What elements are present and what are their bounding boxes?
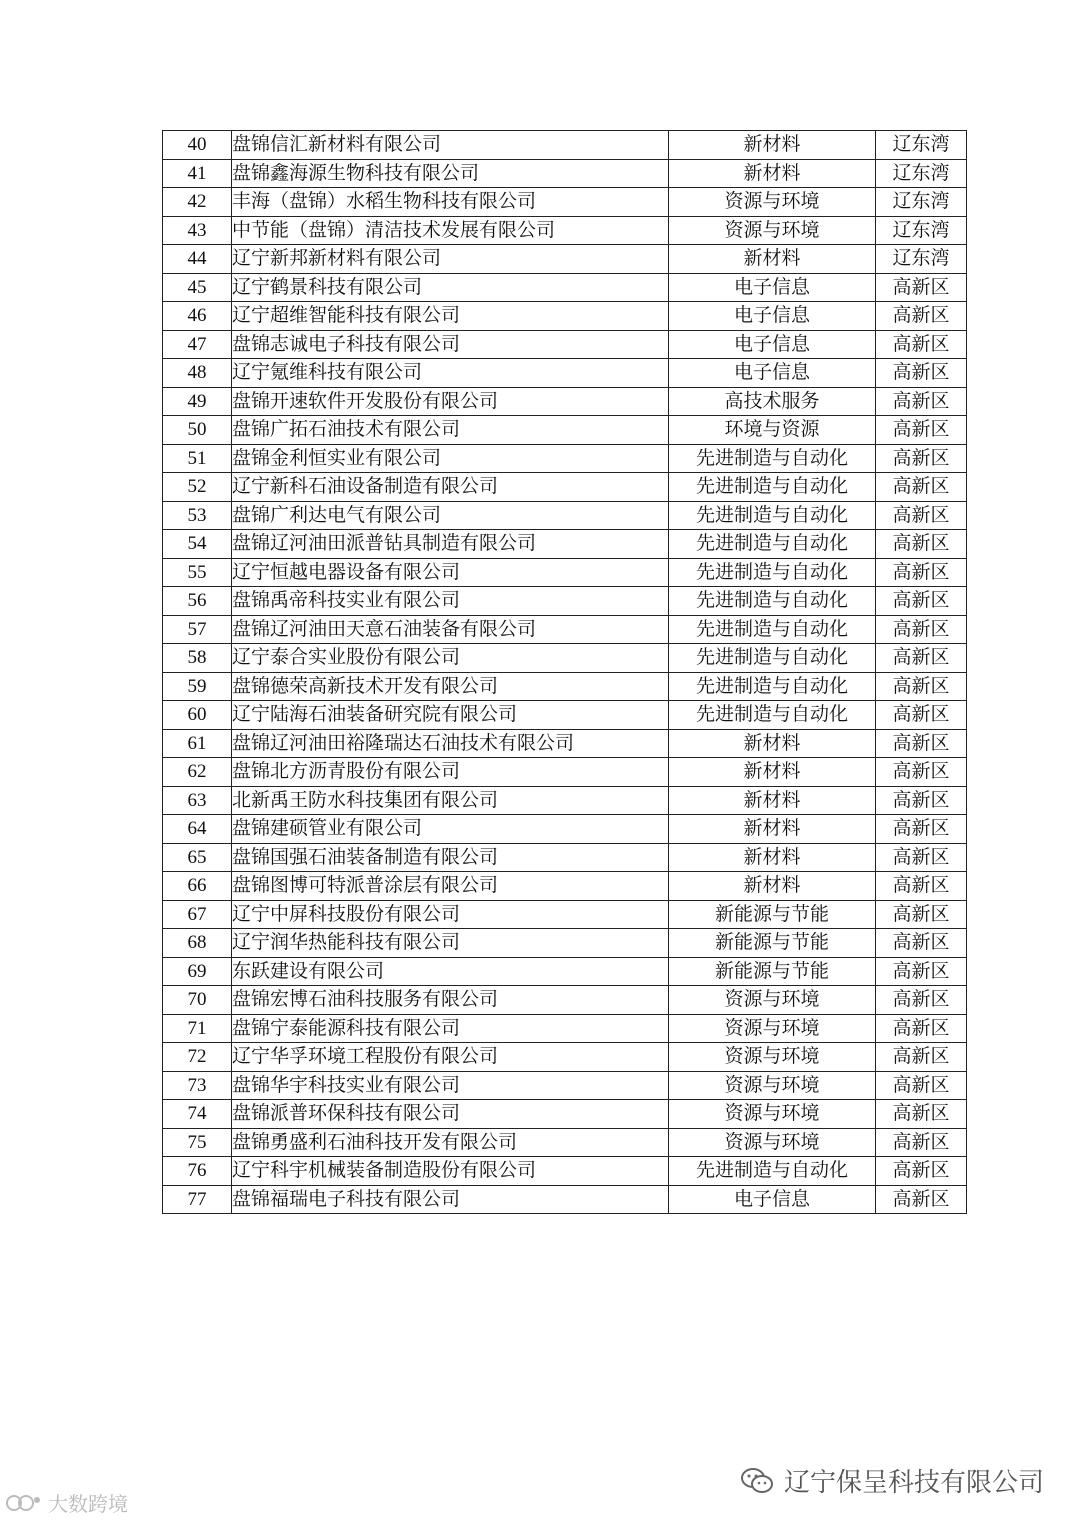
table-row [163,359,967,388]
table-row [163,473,967,502]
row-number-cell: 51 [163,444,232,473]
company-name-cell: 盘锦图博可特派普涂层有限公司 [232,872,669,901]
table-row [163,302,967,331]
watermark-left [4,1488,128,1517]
company-name-cell: 辽宁泰合实业股份有限公司 [232,644,669,673]
company-name-cell: 盘锦禹帝科技实业有限公司 [232,587,669,616]
table-row [163,786,967,815]
watermark-right [740,1462,1044,1499]
zone-cell: 高新区 [876,644,967,673]
zone-cell: 辽东湾 [876,245,967,274]
table-row [163,815,967,844]
row-number-cell: 43 [163,216,232,245]
table-row [163,1128,967,1157]
company-name-cell: 盘锦福瑞电子科技有限公司 [232,1185,669,1214]
company-name-cell: 辽宁新邦新材料有限公司 [232,245,669,274]
company-name-cell: 盘锦华宇科技实业有限公司 [232,1071,669,1100]
zone-cell: 辽东湾 [876,188,967,217]
row-number-cell: 46 [163,302,232,331]
company-name-cell: 盘锦德荣高新技术开发有限公司 [232,672,669,701]
company-name-cell: 盘锦辽河油田裕隆瑞达石油技术有限公司 [232,729,669,758]
company-name-cell: 辽宁鹤景科技有限公司 [232,273,669,302]
company-name-cell: 盘锦开速软件开发股份有限公司 [232,387,669,416]
table-row [163,1157,967,1186]
zone-cell: 辽东湾 [876,159,967,188]
zone-cell: 高新区 [876,1100,967,1129]
row-number-cell: 71 [163,1014,232,1043]
wechat-icon [740,1467,774,1495]
tech-field-cell: 电子信息 [669,330,876,359]
table-row [163,929,967,958]
table-row [163,330,967,359]
company-name-cell: 盘锦信汇新材料有限公司 [232,131,669,160]
tech-field-cell: 电子信息 [669,273,876,302]
tech-field-cell: 新能源与节能 [669,957,876,986]
table-row [163,729,967,758]
table-row [163,558,967,587]
row-number-cell: 44 [163,245,232,274]
table-row [163,672,967,701]
tech-field-cell: 环境与资源 [669,416,876,445]
table-row [163,587,967,616]
tech-field-cell: 先进制造与自动化 [669,1157,876,1186]
zone-cell: 高新区 [876,786,967,815]
watermark-left-text: 大数跨境 [48,1492,128,1516]
zone-cell: 高新区 [876,815,967,844]
table-row [163,387,967,416]
company-name-cell: 盘锦宏博石油科技服务有限公司 [232,986,669,1015]
row-number-cell: 65 [163,843,232,872]
company-name-cell: 盘锦派普环保科技有限公司 [232,1100,669,1129]
tech-field-cell: 资源与环境 [669,1128,876,1157]
zone-cell: 高新区 [876,1071,967,1100]
zone-cell: 高新区 [876,957,967,986]
company-name-cell: 盘锦辽河油田天意石油装备有限公司 [232,615,669,644]
tech-field-cell: 先进制造与自动化 [669,587,876,616]
tech-field-cell: 先进制造与自动化 [669,473,876,502]
table-row [163,1043,967,1072]
company-name-cell: 辽宁润华热能科技有限公司 [232,929,669,958]
company-name-cell: 辽宁氪维科技有限公司 [232,359,669,388]
tech-field-cell: 新材料 [669,729,876,758]
row-number-cell: 62 [163,758,232,787]
table-row [163,900,967,929]
company-name-cell: 辽宁恒越电器设备有限公司 [232,558,669,587]
table-row [163,843,967,872]
tech-field-cell: 新材料 [669,815,876,844]
company-name-cell: 盘锦志诚电子科技有限公司 [232,330,669,359]
row-number-cell: 50 [163,416,232,445]
company-name-cell: 盘锦辽河油田派普钻具制造有限公司 [232,530,669,559]
tech-field-cell: 先进制造与自动化 [669,644,876,673]
table-row [163,957,967,986]
tech-field-cell: 资源与环境 [669,1100,876,1129]
tech-field-cell: 新材料 [669,245,876,274]
zone-cell: 辽东湾 [876,131,967,160]
zone-cell: 高新区 [876,872,967,901]
company-name-cell: 盘锦广利达电气有限公司 [232,501,669,530]
zone-cell: 高新区 [876,330,967,359]
table-row [163,1014,967,1043]
company-name-cell: 辽宁科宇机械装备制造股份有限公司 [232,1157,669,1186]
zone-cell: 高新区 [876,558,967,587]
tech-field-cell: 先进制造与自动化 [669,558,876,587]
zone-cell: 高新区 [876,1128,967,1157]
tech-field-cell: 新材料 [669,872,876,901]
table-row [163,758,967,787]
row-number-cell: 76 [163,1157,232,1186]
company-name-cell: 盘锦鑫海源生物科技有限公司 [232,159,669,188]
zone-cell: 高新区 [876,587,967,616]
table-row [163,1071,967,1100]
zone-cell: 高新区 [876,501,967,530]
row-number-cell: 48 [163,359,232,388]
company-name-cell: 盘锦勇盛利石油科技开发有限公司 [232,1128,669,1157]
zone-cell: 高新区 [876,1185,967,1214]
row-number-cell: 64 [163,815,232,844]
zone-cell: 高新区 [876,530,967,559]
row-number-cell: 77 [163,1185,232,1214]
row-number-cell: 70 [163,986,232,1015]
tech-field-cell: 先进制造与自动化 [669,615,876,644]
table-row [163,615,967,644]
row-number-cell: 74 [163,1100,232,1129]
table-row [163,444,967,473]
row-number-cell: 67 [163,900,232,929]
tech-field-cell: 资源与环境 [669,1071,876,1100]
zone-cell: 高新区 [876,273,967,302]
zone-cell: 高新区 [876,843,967,872]
row-number-cell: 56 [163,587,232,616]
row-number-cell: 59 [163,672,232,701]
zone-cell: 高新区 [876,900,967,929]
tech-field-cell: 资源与环境 [669,1043,876,1072]
company-name-cell: 北新禹王防水科技集团有限公司 [232,786,669,815]
zone-cell: 高新区 [876,758,967,787]
row-number-cell: 60 [163,701,232,730]
watermark-right-text: 辽宁保呈科技有限公司 [783,1468,1044,1498]
tech-field-cell: 资源与环境 [669,216,876,245]
tech-field-cell: 电子信息 [669,1185,876,1214]
zone-cell: 高新区 [876,672,967,701]
company-name-cell: 盘锦广拓石油技术有限公司 [232,416,669,445]
zone-cell: 高新区 [876,416,967,445]
tech-field-cell: 先进制造与自动化 [669,701,876,730]
zone-cell: 高新区 [876,359,967,388]
row-number-cell: 53 [163,501,232,530]
zone-cell: 高新区 [876,444,967,473]
tech-field-cell: 新能源与节能 [669,900,876,929]
tech-field-cell: 电子信息 [669,302,876,331]
tech-field-cell: 新材料 [669,758,876,787]
zone-cell: 高新区 [876,729,967,758]
table-row [163,245,967,274]
document-sheet [162,130,966,1214]
tech-field-cell: 新能源与节能 [669,929,876,958]
table-row [163,273,967,302]
tech-field-cell: 电子信息 [669,359,876,388]
table-row [163,131,967,160]
zone-cell: 高新区 [876,473,967,502]
row-number-cell: 73 [163,1071,232,1100]
company-name-cell: 盘锦国强石油装备制造有限公司 [232,843,669,872]
tech-field-cell: 资源与环境 [669,1014,876,1043]
company-name-cell: 辽宁华孚环境工程股份有限公司 [232,1043,669,1072]
row-number-cell: 41 [163,159,232,188]
zone-cell: 高新区 [876,387,967,416]
row-number-cell: 45 [163,273,232,302]
row-number-cell: 55 [163,558,232,587]
company-name-cell: 辽宁陆海石油装备研究院有限公司 [232,701,669,730]
table-row [163,986,967,1015]
zone-cell: 高新区 [876,986,967,1015]
row-number-cell: 69 [163,957,232,986]
company-name-cell: 盘锦宁泰能源科技有限公司 [232,1014,669,1043]
row-number-cell: 61 [163,729,232,758]
row-number-cell: 40 [163,131,232,160]
row-number-cell: 58 [163,644,232,673]
tech-field-cell: 新材料 [669,159,876,188]
zone-cell: 高新区 [876,302,967,331]
company-name-cell: 盘锦建硕管业有限公司 [232,815,669,844]
dashuo-logo-icon [4,1492,44,1514]
tech-field-cell: 高技术服务 [669,387,876,416]
table-row [163,1100,967,1129]
zone-cell: 高新区 [876,929,967,958]
tech-field-cell: 先进制造与自动化 [669,444,876,473]
row-number-cell: 68 [163,929,232,958]
row-number-cell: 57 [163,615,232,644]
company-name-cell: 盘锦北方沥青股份有限公司 [232,758,669,787]
zone-cell: 高新区 [876,701,967,730]
table-row [163,872,967,901]
zone-cell: 高新区 [876,1043,967,1072]
table-body [163,131,967,1214]
tech-field-cell: 新材料 [669,786,876,815]
table-row [163,501,967,530]
tech-field-cell: 先进制造与自动化 [669,530,876,559]
row-number-cell: 63 [163,786,232,815]
tech-field-cell: 新材料 [669,843,876,872]
row-number-cell: 75 [163,1128,232,1157]
table-row [163,416,967,445]
company-name-cell: 丰海（盘锦）水稻生物科技有限公司 [232,188,669,217]
row-number-cell: 47 [163,330,232,359]
row-number-cell: 42 [163,188,232,217]
table-row [163,159,967,188]
row-number-cell: 54 [163,530,232,559]
tech-field-cell: 先进制造与自动化 [669,501,876,530]
tech-field-cell: 资源与环境 [669,986,876,1015]
tech-field-cell: 先进制造与自动化 [669,672,876,701]
company-name-cell: 盘锦金利恒实业有限公司 [232,444,669,473]
zone-cell: 高新区 [876,1157,967,1186]
company-name-cell: 中节能（盘锦）清洁技术发展有限公司 [232,216,669,245]
row-number-cell: 49 [163,387,232,416]
tech-field-cell: 新材料 [669,131,876,160]
company-name-cell: 辽宁超维智能科技有限公司 [232,302,669,331]
tech-field-cell: 资源与环境 [669,188,876,217]
table-row [163,188,967,217]
table-row [163,530,967,559]
company-name-cell: 辽宁新科石油设备制造有限公司 [232,473,669,502]
zone-cell: 高新区 [876,615,967,644]
zone-cell: 辽东湾 [876,216,967,245]
table-row [163,1185,967,1214]
row-number-cell: 72 [163,1043,232,1072]
table-row [163,701,967,730]
company-table [162,130,967,1214]
company-name-cell: 东跃建设有限公司 [232,957,669,986]
table-row [163,216,967,245]
row-number-cell: 66 [163,872,232,901]
company-name-cell: 辽宁中屏科技股份有限公司 [232,900,669,929]
table-row [163,644,967,673]
zone-cell: 高新区 [876,1014,967,1043]
row-number-cell: 52 [163,473,232,502]
